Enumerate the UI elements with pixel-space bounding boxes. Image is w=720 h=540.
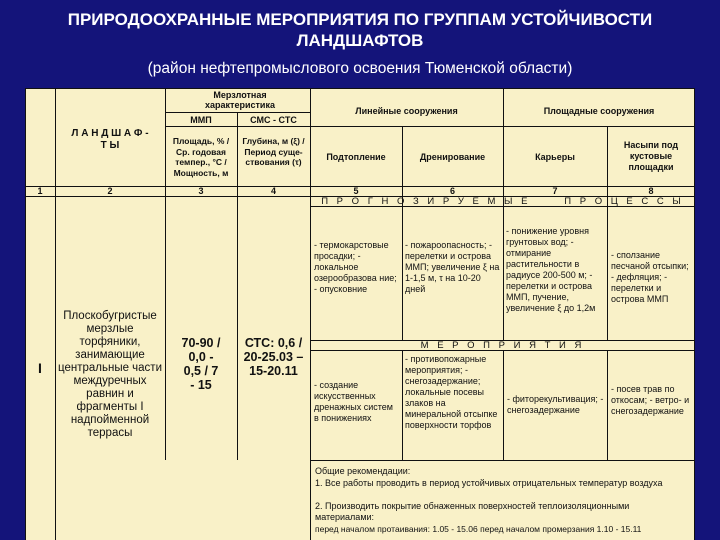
measures-table — [25, 88, 695, 540]
grid-line — [310, 460, 695, 461]
processes-label: П Р О Г Н О З И Р У Е М Ы Е П Р О Ц Е С С Ы — [321, 196, 684, 207]
grid-line — [607, 350, 608, 460]
depth-param-header: Глубина, м (ξ) / Период суще-ствования (τ) — [242, 136, 305, 167]
measure-embankments: - посев трав по откосам; - ветро- и снегозадержание — [611, 384, 690, 416]
page-title-line2: ЛАНДШАФТОВ — [296, 31, 424, 50]
measure-flooding: - создание искусственных дренажных систем в понижениях — [314, 380, 393, 423]
col-num-6: 6 — [449, 186, 455, 196]
mmp-values: 70-90 / 0,0 - 0,5 / 7 - 15 — [181, 336, 221, 392]
col-num-7: 7 — [552, 186, 558, 196]
col-num-8: 8 — [648, 186, 654, 196]
area-struct-header: Площадные сооружения — [543, 106, 655, 116]
measure-quarries: - фиторекультивация; - снегозадержание — [507, 394, 604, 415]
sms-header: СМС - СТС — [250, 115, 297, 125]
linear-header: Линейные сооружения — [355, 106, 458, 116]
grid-line — [165, 88, 166, 460]
landscape-description: Плоскобугристые мерзлые торфяники, занимающие центральные части междуречных равнин и фрагменты I надпойменной террасы — [58, 310, 162, 439]
sts-values: СТС: 0,6 / 20-25.03 – 15-20.11 — [243, 336, 304, 378]
grid-line — [607, 206, 608, 340]
permafrost-header: Мерзлотная характеристика — [205, 90, 275, 110]
grid-line — [25, 88, 695, 89]
measures-label: М Е Р О П Р И Я Т И Я — [420, 340, 585, 351]
process-embankments: - сползание песчаной отсыпки; - дефляция; - перелетки и острова ММП — [611, 250, 689, 304]
quarries-header: Карьеры — [535, 152, 575, 162]
grid-line — [402, 350, 403, 460]
general-item-2: 2. Производить покрытие обнаженных поверхностей теплоизоляционными материалами: — [315, 501, 630, 522]
mmp-header: ММП — [190, 115, 212, 125]
landscapes-header: Л А Н Д Ш А Ф - — [71, 128, 149, 139]
flooding-header: Подтопление — [326, 152, 386, 162]
grid-line — [503, 350, 504, 460]
process-drainage: - пожароопасность; - перелетки и острова ММП; увеличение ξ на 1-1,5 м, τ на 10-20 дней — [405, 240, 500, 294]
grid-line — [402, 206, 403, 340]
general-item-3: перед началом протаивания: 1.05 - 15.06 перед началом промерзания 1.10 - 15.11 — [315, 524, 642, 534]
area-param-header: Площадь, % / Ср. годовая темпер., °С / Мощность, м — [172, 136, 230, 178]
grid-line — [237, 112, 238, 460]
col-num-2: 2 — [107, 186, 113, 196]
grid-line — [55, 88, 56, 540]
embankments-header: Насыпи под кустовые площадки — [623, 140, 679, 172]
grid-line — [694, 88, 695, 540]
grid-line — [503, 206, 504, 340]
col-num-1: 1 — [37, 186, 43, 196]
page-subtitle: (район нефтепромыслового освоения Тюменской области) — [147, 60, 573, 77]
page-title: ПРИРОДООХРАННЫЕ МЕРОПРИЯТИЯ ПО ГРУППАМ УСТОЙЧИВОСТИ — [67, 10, 653, 29]
col-num-3: 3 — [198, 186, 204, 196]
general-item-1: 1. Все работы проводить в период устойчивых отрицательных температур воздуха — [315, 478, 663, 488]
group-number: I — [38, 360, 42, 376]
process-quarries: - понижение уровня грунтовых вод; - отмирание растительности в радиусе 200-500 м; - перелетки и острова ММП, пучение, увеличение ξ до 1,2м — [506, 226, 596, 313]
general-heading: Общие рекомендации: — [315, 466, 411, 476]
grid-line — [25, 88, 26, 540]
process-flooding: - термокарстовые просадки; - локальное озерообразова ние; - опусковние — [314, 240, 397, 294]
landscapes-header-2: Т Ы — [100, 140, 120, 151]
drainage-header: Дренирование — [419, 152, 486, 162]
col-num-4: 4 — [270, 186, 276, 196]
col-num-5: 5 — [353, 186, 359, 196]
measure-drainage: - противопожарные мероприятия; - снегозадержание; локальные посевы злаков на минеральной отсыпке поверхности торфов — [405, 354, 498, 430]
